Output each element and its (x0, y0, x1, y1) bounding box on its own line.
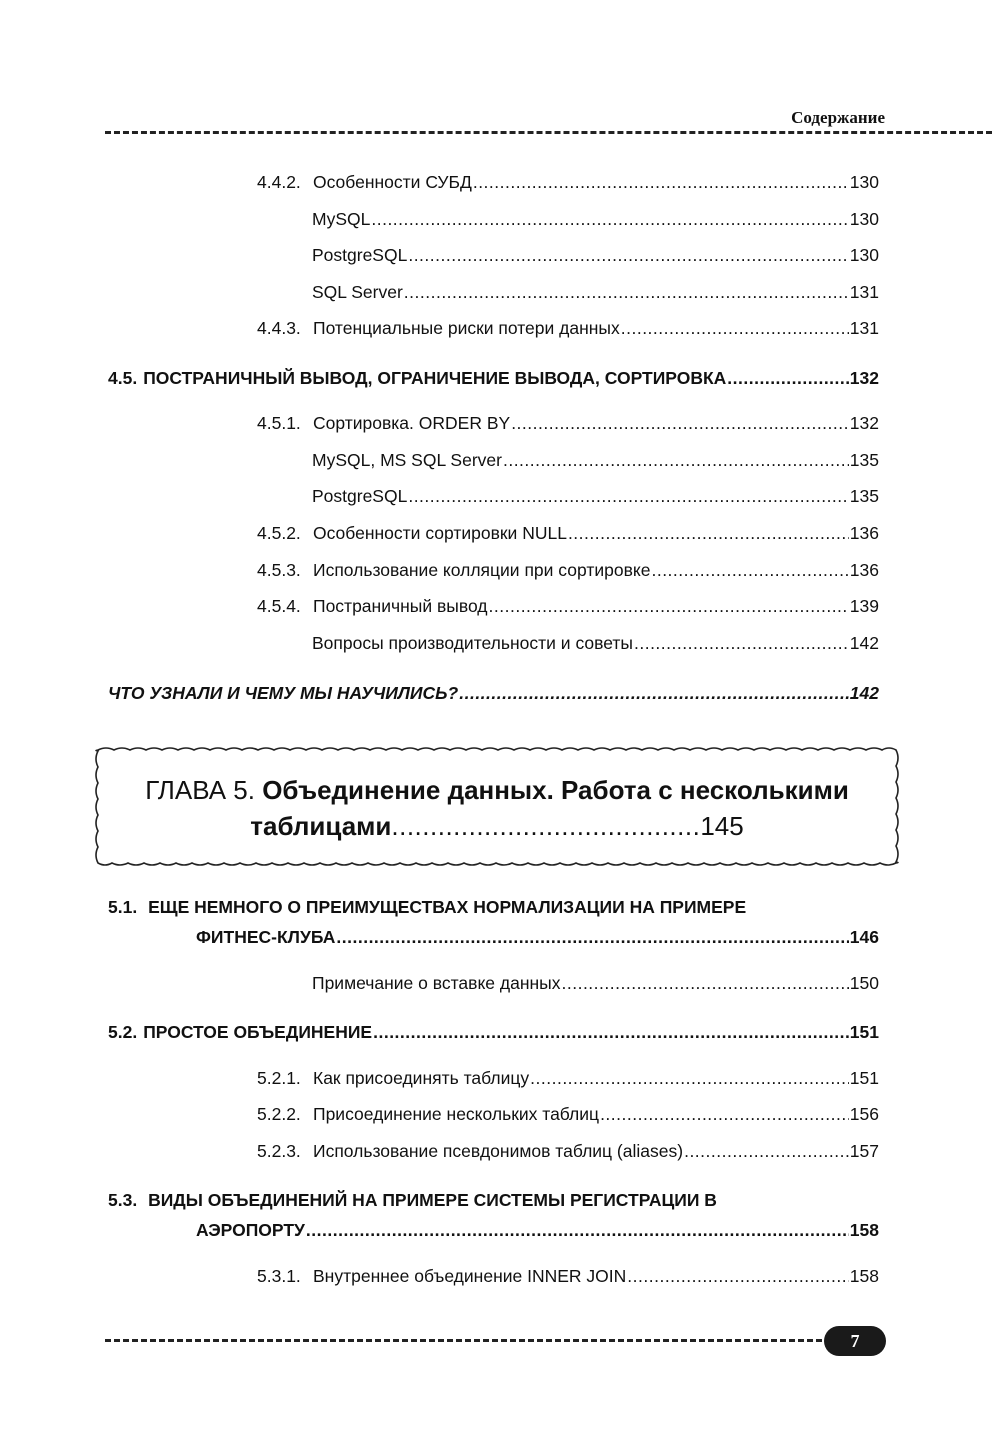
toc-section-page: 132 (849, 368, 879, 388)
toc-entry-number: 4.5.2. (257, 523, 301, 543)
toc-entry[interactable] (257, 560, 879, 584)
chapter-label: ГЛАВА 5. (145, 775, 255, 805)
toc-entry-page: 130 (849, 172, 879, 192)
toc-entry-page: 135 (849, 450, 879, 470)
toc-entry-title: Потенциальные риски потери данных (313, 318, 620, 338)
leader-dots (459, 683, 849, 704)
toc-entry-page: 131 (849, 318, 879, 338)
toc-entry-title: Внутреннее объединение INNER JOIN (313, 1266, 627, 1286)
toc-section-number: 4.5. (108, 368, 138, 388)
leader-dots (336, 927, 848, 948)
toc-entry[interactable] (312, 209, 879, 233)
leader-dots (562, 973, 849, 994)
toc-entry[interactable] (257, 596, 879, 620)
leader-dots (404, 282, 849, 303)
toc-entry-page: 132 (849, 413, 879, 433)
toc-summary[interactable] (108, 683, 879, 707)
toc-entry[interactable] (257, 523, 879, 547)
toc-entry[interactable] (257, 1266, 879, 1290)
toc-entry-title: PostgreSQL (312, 486, 408, 506)
toc-entry-page: 136 (849, 560, 879, 580)
toc-entry-page: 156 (849, 1104, 879, 1124)
running-header-title: Содержание (791, 108, 885, 127)
footer-rule (105, 1339, 822, 1342)
toc-entry-title: Сортировка. ORDER BY (313, 413, 511, 433)
toc-entry[interactable] (312, 245, 879, 269)
toc-entry-number: 4.4.3. (257, 318, 301, 338)
chapter-5-box[interactable] (92, 744, 902, 869)
toc-section-title-line1: ВИДЫ ОБЪЕДИНЕНИЙ НА ПРИМЕРЕ СИСТЕМЫ РЕГИСТРАЦИИ В (148, 1190, 717, 1210)
toc-entry-title: PostgreSQL (312, 245, 408, 265)
toc-summary-page: 142 (849, 683, 879, 703)
toc-entry[interactable] (312, 450, 879, 474)
toc-entry-page: 142 (849, 633, 879, 653)
toc-entry-page: 158 (849, 1266, 879, 1286)
leader-dots (408, 245, 848, 266)
toc-section-title-line2: АЭРОПОРТУ (196, 1220, 305, 1240)
toc-summary-title: ЧТО УЗНАЛИ И ЧЕМУ МЫ НАУЧИЛИСЬ? (108, 683, 459, 703)
toc-entry-title: Использование псевдонимов таблиц (aliases) (313, 1141, 684, 1161)
toc-section-title: ПОСТРАНИЧНЫЙ ВЫВОД, ОГРАНИЧЕНИЕ ВЫВОДА, СОРТИРОВКА (143, 368, 727, 388)
toc-entry-title: Постраничный вывод (313, 596, 488, 616)
toc-section-title-line2: ФИТНЕС-КЛУБА (196, 927, 336, 947)
toc-entry-title: Использование колляции при сортировке (313, 560, 651, 580)
leader-dots (621, 318, 849, 339)
toc-entry-title: Особенности сортировки NULL (313, 523, 567, 543)
toc-section-5-2[interactable] (108, 1022, 879, 1046)
leader-dots: ........................................ (391, 811, 701, 841)
chapter-title-line1: Объединение данных. Работа с несколькими (262, 775, 849, 805)
toc-entry[interactable] (257, 1141, 879, 1165)
leader-dots (489, 596, 849, 617)
toc-section-page: 146 (849, 927, 879, 947)
toc-section-page: 151 (849, 1022, 879, 1042)
toc-entry-page: 130 (849, 209, 879, 229)
toc-entry-title: Особенности СУБД (313, 172, 472, 192)
toc-entry-page: 150 (849, 973, 879, 993)
toc-entry[interactable] (312, 973, 879, 997)
toc-entry[interactable] (257, 172, 879, 196)
toc-section-number: 5.2. (108, 1022, 138, 1042)
toc-section-title: ПРОСТОЕ ОБЪЕДИНЕНИЕ (143, 1022, 373, 1042)
toc-entry-number: 4.5.3. (257, 560, 301, 580)
toc-entry-page: 139 (849, 596, 879, 616)
leader-dots (408, 486, 848, 507)
toc-entry-number: 5.2.3. (257, 1141, 301, 1161)
leader-dots (503, 450, 849, 471)
toc-entry-page: 136 (849, 523, 879, 543)
toc-entry-title: Примечание о вставке данных (312, 973, 561, 993)
toc-section-number: 5.1. (108, 897, 138, 917)
toc-entry-title: Вопросы производительности и советы (312, 633, 633, 653)
toc-entry-title: MySQL (312, 209, 371, 229)
toc-section-number: 5.3. (108, 1190, 138, 1210)
toc-entry[interactable] (312, 633, 879, 657)
leader-dots (727, 368, 849, 389)
toc-entry[interactable] (312, 282, 879, 306)
leader-dots (634, 633, 849, 654)
toc-section-title-line1: ЕЩЕ НЕМНОГО О ПРЕИМУЩЕСТВАХ НОРМАЛИЗАЦИИ НА ПРИМЕРЕ (148, 897, 747, 917)
leader-dots (600, 1104, 849, 1125)
toc-entry[interactable] (257, 1068, 879, 1092)
toc-entry-number: 4.4.2. (257, 172, 301, 192)
toc-section-page: 158 (849, 1220, 879, 1240)
header-rule (105, 131, 992, 134)
leader-dots (473, 172, 849, 193)
leader-dots (373, 1022, 849, 1043)
leader-dots (371, 209, 848, 230)
toc-entry-page: 157 (849, 1141, 879, 1161)
toc-section-4-5[interactable] (108, 368, 879, 392)
toc-entry-title: Присоединение нескольких таблиц (313, 1104, 600, 1124)
toc-entry[interactable] (257, 318, 879, 342)
leader-dots (684, 1141, 849, 1162)
toc-entry-number: 4.5.1. (257, 413, 301, 433)
leader-dots (651, 560, 848, 581)
toc-entry-title: MySQL, MS SQL Server (312, 450, 502, 470)
chapter-title-line2: таблицами (250, 811, 392, 841)
page-number-badge: 7 (824, 1326, 886, 1356)
toc-entry-page: 135 (849, 486, 879, 506)
toc-entry-page: 151 (849, 1068, 879, 1088)
toc-entry-number: 5.2.2. (257, 1104, 301, 1124)
chapter-5-heading (92, 772, 902, 844)
toc-entry-number: 4.5.4. (257, 596, 301, 616)
leader-dots (511, 413, 849, 434)
toc-section-5-3[interactable] (108, 1190, 879, 1241)
chapter-page: 145 (700, 811, 744, 841)
leader-dots (530, 1068, 849, 1089)
leader-dots (306, 1220, 849, 1241)
toc-entry[interactable] (257, 413, 879, 437)
toc-entry-title: SQL Server (312, 282, 403, 302)
toc-entry-number: 5.2.1. (257, 1068, 301, 1088)
leader-dots (627, 1266, 849, 1287)
toc-entry-title: Как присоединять таблицу (313, 1068, 530, 1088)
toc-entry[interactable] (257, 1104, 879, 1128)
toc-entry-page: 130 (849, 245, 879, 265)
toc-entry-number: 5.3.1. (257, 1266, 301, 1286)
toc-section-5-1[interactable] (108, 897, 879, 948)
toc-entry[interactable] (312, 486, 879, 510)
toc-entry-page: 131 (849, 282, 879, 302)
leader-dots (568, 523, 849, 544)
